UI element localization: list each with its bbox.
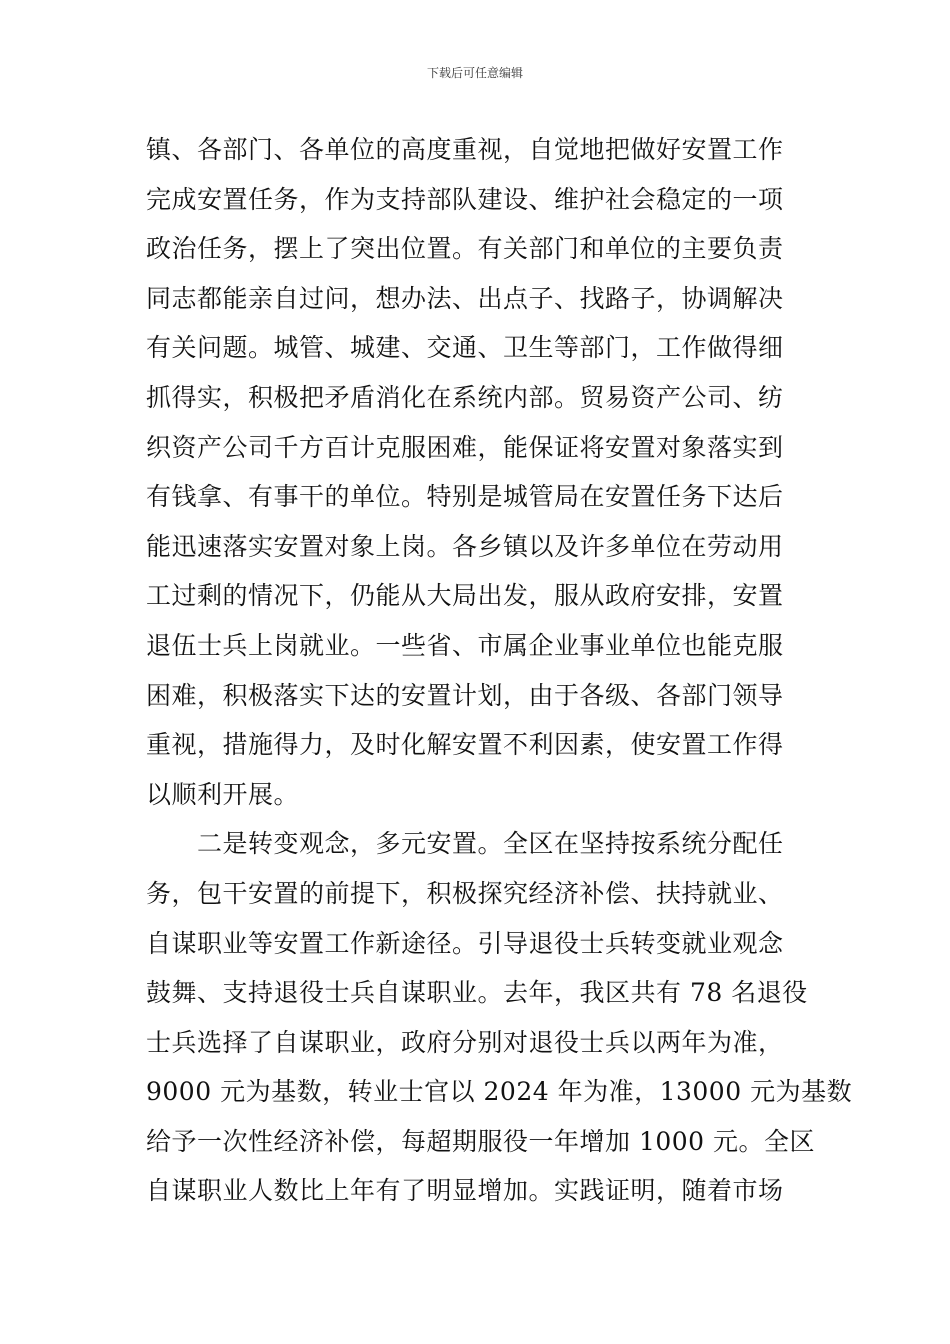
text-line: 有关问题。城管、城建、交通、卫生等部门，工作做得细 (146, 333, 784, 363)
text-line: 工过剩的情况下，仍能从大局出发，服从政府安排，安置 (146, 581, 784, 611)
text-line: 务，包干安置的前提下，积极探究经济补偿、扶持就业、 (146, 878, 784, 908)
text-line: 9000 元为基数，转业士官以 2024 年为准，13000 元为基数 (146, 1077, 853, 1107)
text-line: 有钱拿、有事干的单位。特别是城管局在安置任务下达后 (146, 482, 784, 512)
text-line: 自谋职业等安置工作新途径。引导退役士兵转变就业观念 (146, 928, 784, 958)
text-line: 完成安置任务，作为支持部队建设、维护社会稳定的一项 (146, 184, 784, 214)
page-header: 下载后可任意编辑 (426, 66, 523, 80)
text-line: 同志都能亲自过问，想办法、出点子、找路子，协调解决 (146, 283, 784, 313)
text-line: 以顺利开展。 (146, 779, 300, 809)
text-line: 给予一次性经济补偿，每超期服役一年增加 1000 元。全区 (146, 1126, 816, 1156)
text-line: 退伍士兵上岗就业。一些省、市属企业事业单位也能克服 (146, 630, 784, 660)
text-line: 士兵选择了自谋职业，政府分别对退役士兵以两年为准， (146, 1027, 784, 1057)
text-line: 政治任务，摆上了突出位置。有关部门和单位的主要负责 (146, 234, 784, 264)
text-line: 镇、各部门、各单位的高度重视，自觉地把做好安置工作 (146, 135, 784, 164)
text-line: 织资产公司千方百计克服困难，能保证将安置对象落实到 (146, 432, 784, 462)
text-line: 能迅速落实安置对象上岗。各乡镇以及许多单位在劳动用 (146, 531, 784, 561)
text-line: 自谋职业人数比上年有了明显增加。实践证明，随着市场 (146, 1176, 784, 1206)
text-line: 重视，措施得力，及时化解安置不利因素，使安置工作得 (146, 730, 784, 760)
text-line: 抓得实，积极把矛盾消化在系统内部。贸易资产公司、纺 (146, 382, 784, 412)
text-line: 二是转变观念，多元安置。全区在坚持按系统分配任 (146, 829, 784, 859)
text-line: 鼓舞、支持退役士兵自谋职业。去年，我区共有 78 名退役 (146, 978, 808, 1008)
document-body (146, 125, 853, 1216)
text-line: 困难，积极落实下达的安置计划，由于各级、各部门领导 (146, 680, 784, 710)
